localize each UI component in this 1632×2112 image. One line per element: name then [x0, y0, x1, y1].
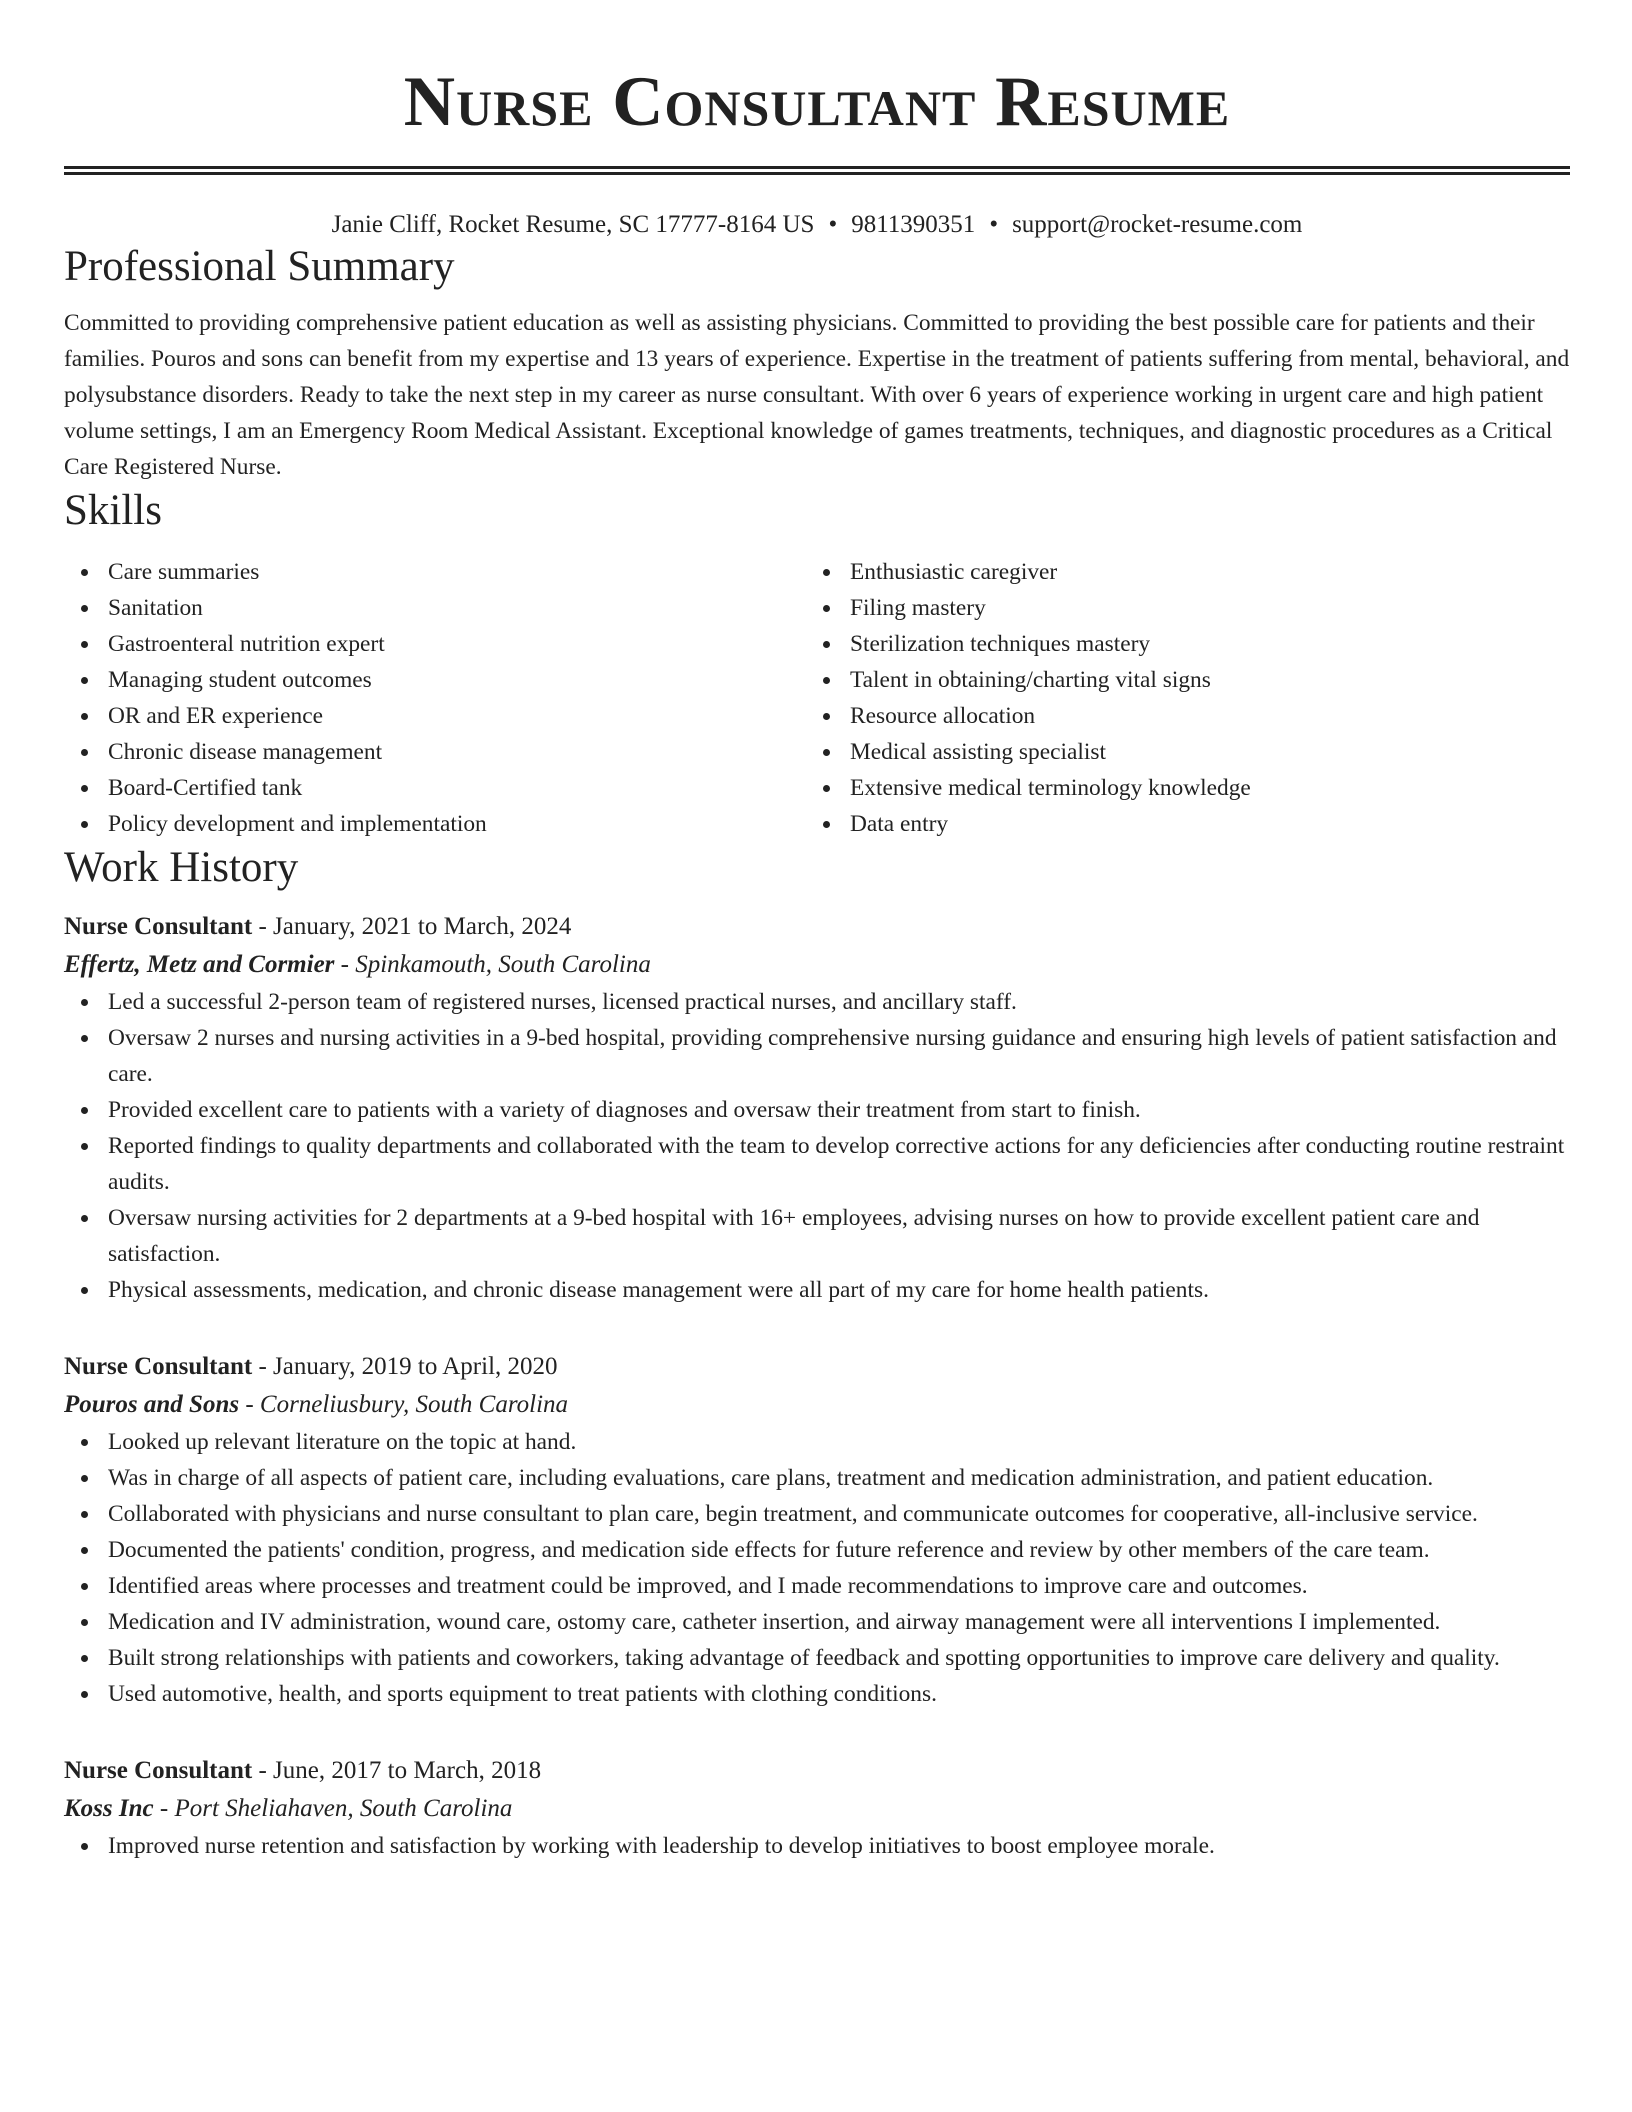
job-company: Pouros and Sons	[64, 1391, 240, 1418]
job-title-line	[64, 1348, 1570, 1386]
job-company-line	[64, 1790, 1570, 1828]
skill-item: Enthusiastic caregiver	[806, 554, 1548, 590]
skill-item: Filing mastery	[806, 590, 1548, 626]
skill-item: Sanitation	[64, 590, 806, 626]
skill-item: Resource allocation	[806, 698, 1548, 734]
skills-column-left	[64, 554, 806, 842]
job-duty: Was in charge of all aspects of patient care, including evaluations, care plans, treatment and medication administration, and patient education.	[64, 1460, 1570, 1496]
job-company-line	[64, 1386, 1570, 1424]
job-title-line	[64, 1752, 1570, 1790]
resume-title: Nurse Consultant Resume	[403, 63, 1231, 141]
contact-phone: 9811390351	[851, 211, 976, 238]
contact-line	[64, 209, 1570, 241]
job-duty: Reported findings to quality departments and collaborated with the team to develop corrective actions for any deficiencies after conducting routine restraint audits.	[64, 1128, 1570, 1200]
job-duty: Looked up relevant literature on the topic at hand.	[64, 1424, 1570, 1460]
summary-heading: Professional Summary	[64, 243, 455, 290]
skill-item: Board-Certified tank	[64, 770, 806, 806]
contact-address: Janie Cliff, Rocket Resume, SC 17777-8164 US	[331, 211, 815, 238]
skill-item: Extensive medical terminology knowledge	[806, 770, 1548, 806]
job-duty: Documented the patients' condition, progress, and medication side effects for future reference and review by other members of the care team.	[64, 1532, 1570, 1568]
title-divider	[64, 166, 1570, 175]
skill-item: Managing student outcomes	[64, 662, 806, 698]
job-duties-list	[64, 1828, 1570, 1864]
job-duty: Built strong relationships with patients and coworkers, taking advantage of feedback and spotting opportunities to improve care delivery and quality.	[64, 1640, 1570, 1676]
skill-item: Data entry	[806, 806, 1548, 842]
job-duty: Physical assessments, medication, and chronic disease management were all part of my care for home health patients.	[64, 1272, 1570, 1308]
skill-item: Care summaries	[64, 554, 806, 590]
job-dates: - January, 2019 to April, 2020	[252, 1353, 558, 1380]
job-title: Nurse Consultant	[64, 1757, 253, 1784]
skill-item: Talent in obtaining/charting vital signs	[806, 662, 1548, 698]
job-location: - Port Sheliahaven, South Carolina	[153, 1795, 513, 1822]
job-entry	[64, 908, 1570, 1308]
job-location: - Spinkamouth, South Carolina	[334, 951, 651, 978]
skills-column-right	[806, 554, 1548, 842]
skill-item: Policy development and implementation	[64, 806, 806, 842]
skill-item: Medical assisting specialist	[806, 734, 1548, 770]
work-history-heading: Work History	[64, 844, 299, 891]
summary-text: Committed to providing comprehensive patient education as well as assisting physicians. Committed to providing the best possible care for patients and their families. Pouros and sons can benefit from my expertise and 13 years of experience. Expertise in the treatment of patients suffering from mental, behavioral, and polysubstance disorders. Ready to take the next step in my career as nurse consultant. With over 6 years of experience working in urgent care and high patient volume settings, I am an Emergency Room Medical Assistant. Exceptional knowledge of games treatments, techniques, and diagnostic procedures as a Critical Care Registered Nurse.	[64, 310, 1570, 480]
skills-list-right	[806, 554, 1548, 842]
job-dates: - June, 2017 to March, 2018	[252, 1757, 542, 1784]
job-duty: Provided excellent care to patients with a variety of diagnoses and oversaw their treatment from start to finish.	[64, 1092, 1570, 1128]
job-company: Koss Inc	[64, 1795, 154, 1822]
skill-item: OR and ER experience	[64, 698, 806, 734]
job-company: Effertz, Metz and Cormier	[64, 951, 335, 978]
job-duty: Collaborated with physicians and nurse consultant to plan care, begin treatment, and communicate outcomes for cooperative, all-inclusive service.	[64, 1496, 1570, 1532]
job-title: Nurse Consultant	[64, 1353, 253, 1380]
skills-list-left	[64, 554, 806, 842]
job-duty: Oversaw nursing activities for 2 departments at a 9-bed hospital with 16+ employees, advising nurses on how to provide excellent patient care and satisfaction.	[64, 1200, 1570, 1272]
resume-content	[64, 0, 1570, 1864]
job-company-line	[64, 946, 1570, 984]
skill-item: Gastroenteral nutrition expert	[64, 626, 806, 662]
skills-heading: Skills	[64, 487, 162, 534]
job-location: - Corneliusbury, South Carolina	[239, 1391, 569, 1418]
job-duty: Used automotive, health, and sports equipment to treat patients with clothing conditions.	[64, 1676, 1570, 1712]
job-duty: Identified areas where processes and treatment could be improved, and I made recommendations to improve care and outcomes.	[64, 1568, 1570, 1604]
job-dates: - January, 2021 to March, 2024	[252, 913, 572, 940]
job-title: Nurse Consultant	[64, 913, 253, 940]
contact-email: support@rocket-resume.com	[1012, 211, 1303, 238]
skills-grid	[64, 554, 1570, 842]
skill-item: Chronic disease management	[64, 734, 806, 770]
job-duty: Led a successful 2-person team of registered nurses, licensed practical nurses, and ancillary staff.	[64, 984, 1570, 1020]
job-duty: Oversaw 2 nurses and nursing activities in a 9-bed hospital, providing comprehensive nursing guidance and ensuring high levels of patient satisfaction and care.	[64, 1020, 1570, 1092]
job-duty: Medication and IV administration, wound care, ostomy care, catheter insertion, and airway management were all interventions I implemented.	[64, 1604, 1570, 1640]
job-entry	[64, 1348, 1570, 1712]
job-duty: Improved nurse retention and satisfaction by working with leadership to develop initiatives to boost employee morale.	[64, 1828, 1570, 1864]
job-title-line	[64, 908, 1570, 946]
contact-separator: •	[828, 211, 838, 238]
skill-item: Sterilization techniques mastery	[806, 626, 1548, 662]
contact-separator: •	[989, 211, 999, 238]
job-duties-list	[64, 1424, 1570, 1712]
job-duties-list	[64, 984, 1570, 1308]
job-entry	[64, 1752, 1570, 1864]
